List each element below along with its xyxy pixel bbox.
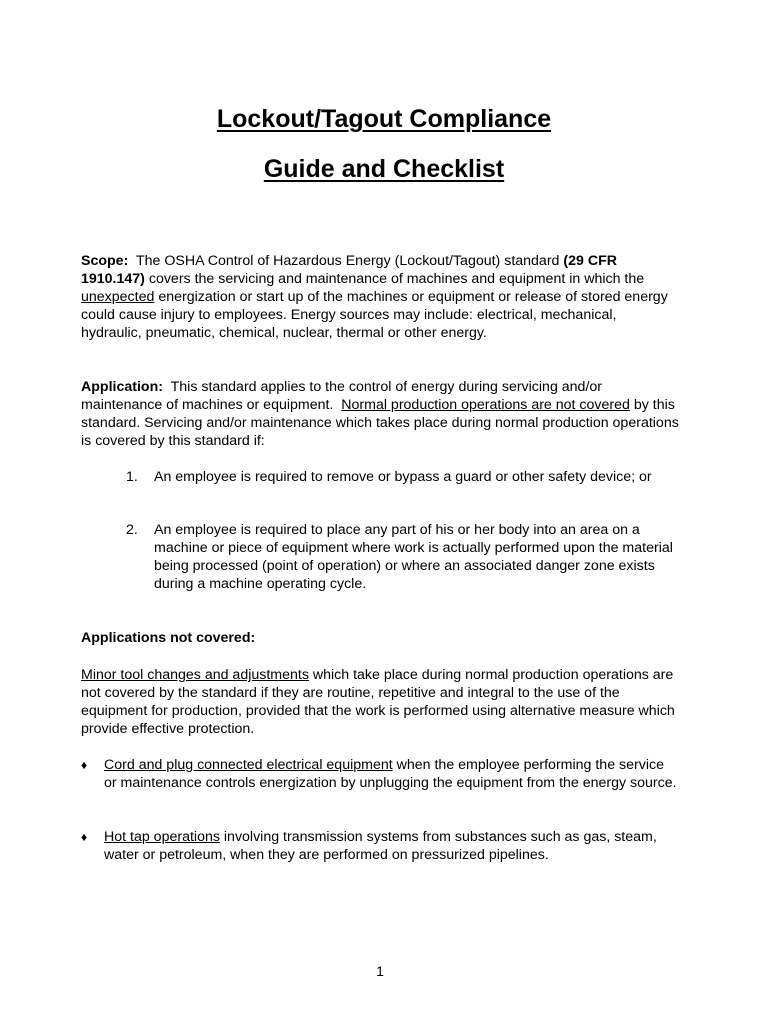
page-number: 1 <box>376 963 384 979</box>
application-underlined-text: Normal production operations are not covered <box>341 397 630 413</box>
application-label: Application: <box>81 379 163 395</box>
bullet-body: involving transmission systems from substances such as gas, steam, water or petroleum, when they are performed on pressurized pipelines. <box>104 829 657 863</box>
list-item-text: An employee is required to place any part of his or her body into an area on a machine or piece of equipment where work is actually performed upon the material being processed (point of operation) or where an associated danger zone exists during a machine operating cycle. <box>154 522 673 592</box>
bullet-body: when the employee performing the service or maintenance controls energization by unplugging the equipment from the energy source. <box>104 757 677 791</box>
document-title-line-1: Lockout/Tagout Compliance <box>216 105 552 133</box>
list-item-text: An employee is required to remove or bypass a guard or other safety device; or <box>154 469 652 485</box>
application-text-1: This standard applies to the control of energy during servicing and/or maintenance of machines or equipment. <box>81 379 602 413</box>
application-paragraph <box>81 378 681 450</box>
diamond-bullet-icon: ♦ <box>81 830 88 844</box>
bullet-underlined: Cord and plug connected electrical equipment <box>104 757 393 773</box>
scope-label: Scope: <box>81 253 129 269</box>
scope-standard-reference: (29 CFR 1910.147) <box>81 253 617 287</box>
diamond-bullet-icon: ♦ <box>81 758 88 772</box>
bullet-text <box>104 828 679 864</box>
minor-tool-paragraph <box>81 666 681 738</box>
scope-text-2: covers the servicing and maintenance of machines and equipment in which the <box>148 271 645 287</box>
bullet-text <box>104 756 679 792</box>
not-covered-heading: Applications not covered: <box>81 630 256 646</box>
scope-text-3: energization or start up of the machines or equipment or release of stored energy could cause injury to employees. Energy sources may include: electrical, mechanical, hydraulic, pneumatic, chemical, nuclear, thermal or other energy. <box>81 289 668 341</box>
scope-paragraph <box>81 252 681 342</box>
list-item-number: 1. <box>126 469 138 485</box>
scope-underlined-unexpected: unexpected <box>81 289 155 305</box>
minor-tool-underlined: Minor tool changes and adjustments <box>81 667 309 683</box>
application-text-2: by this standard. Servicing and/or maintenance which takes place during normal production operations is covered by this standard if: <box>81 397 679 449</box>
document-title-line-2: Guide and Checklist <box>263 155 505 183</box>
minor-tool-text: which take place during normal production operations are not covered by the standard if they are routine, repetitive and integral to the use of the equipment for production, provided that the work is performed using alternative measure which provide effective protection. <box>81 667 675 737</box>
bullet-underlined: Hot tap operations <box>104 829 220 845</box>
scope-text-1: The OSHA Control of Hazardous Energy (Lockout/Tagout) standard <box>135 253 560 269</box>
list-item-number: 2. <box>126 522 138 538</box>
